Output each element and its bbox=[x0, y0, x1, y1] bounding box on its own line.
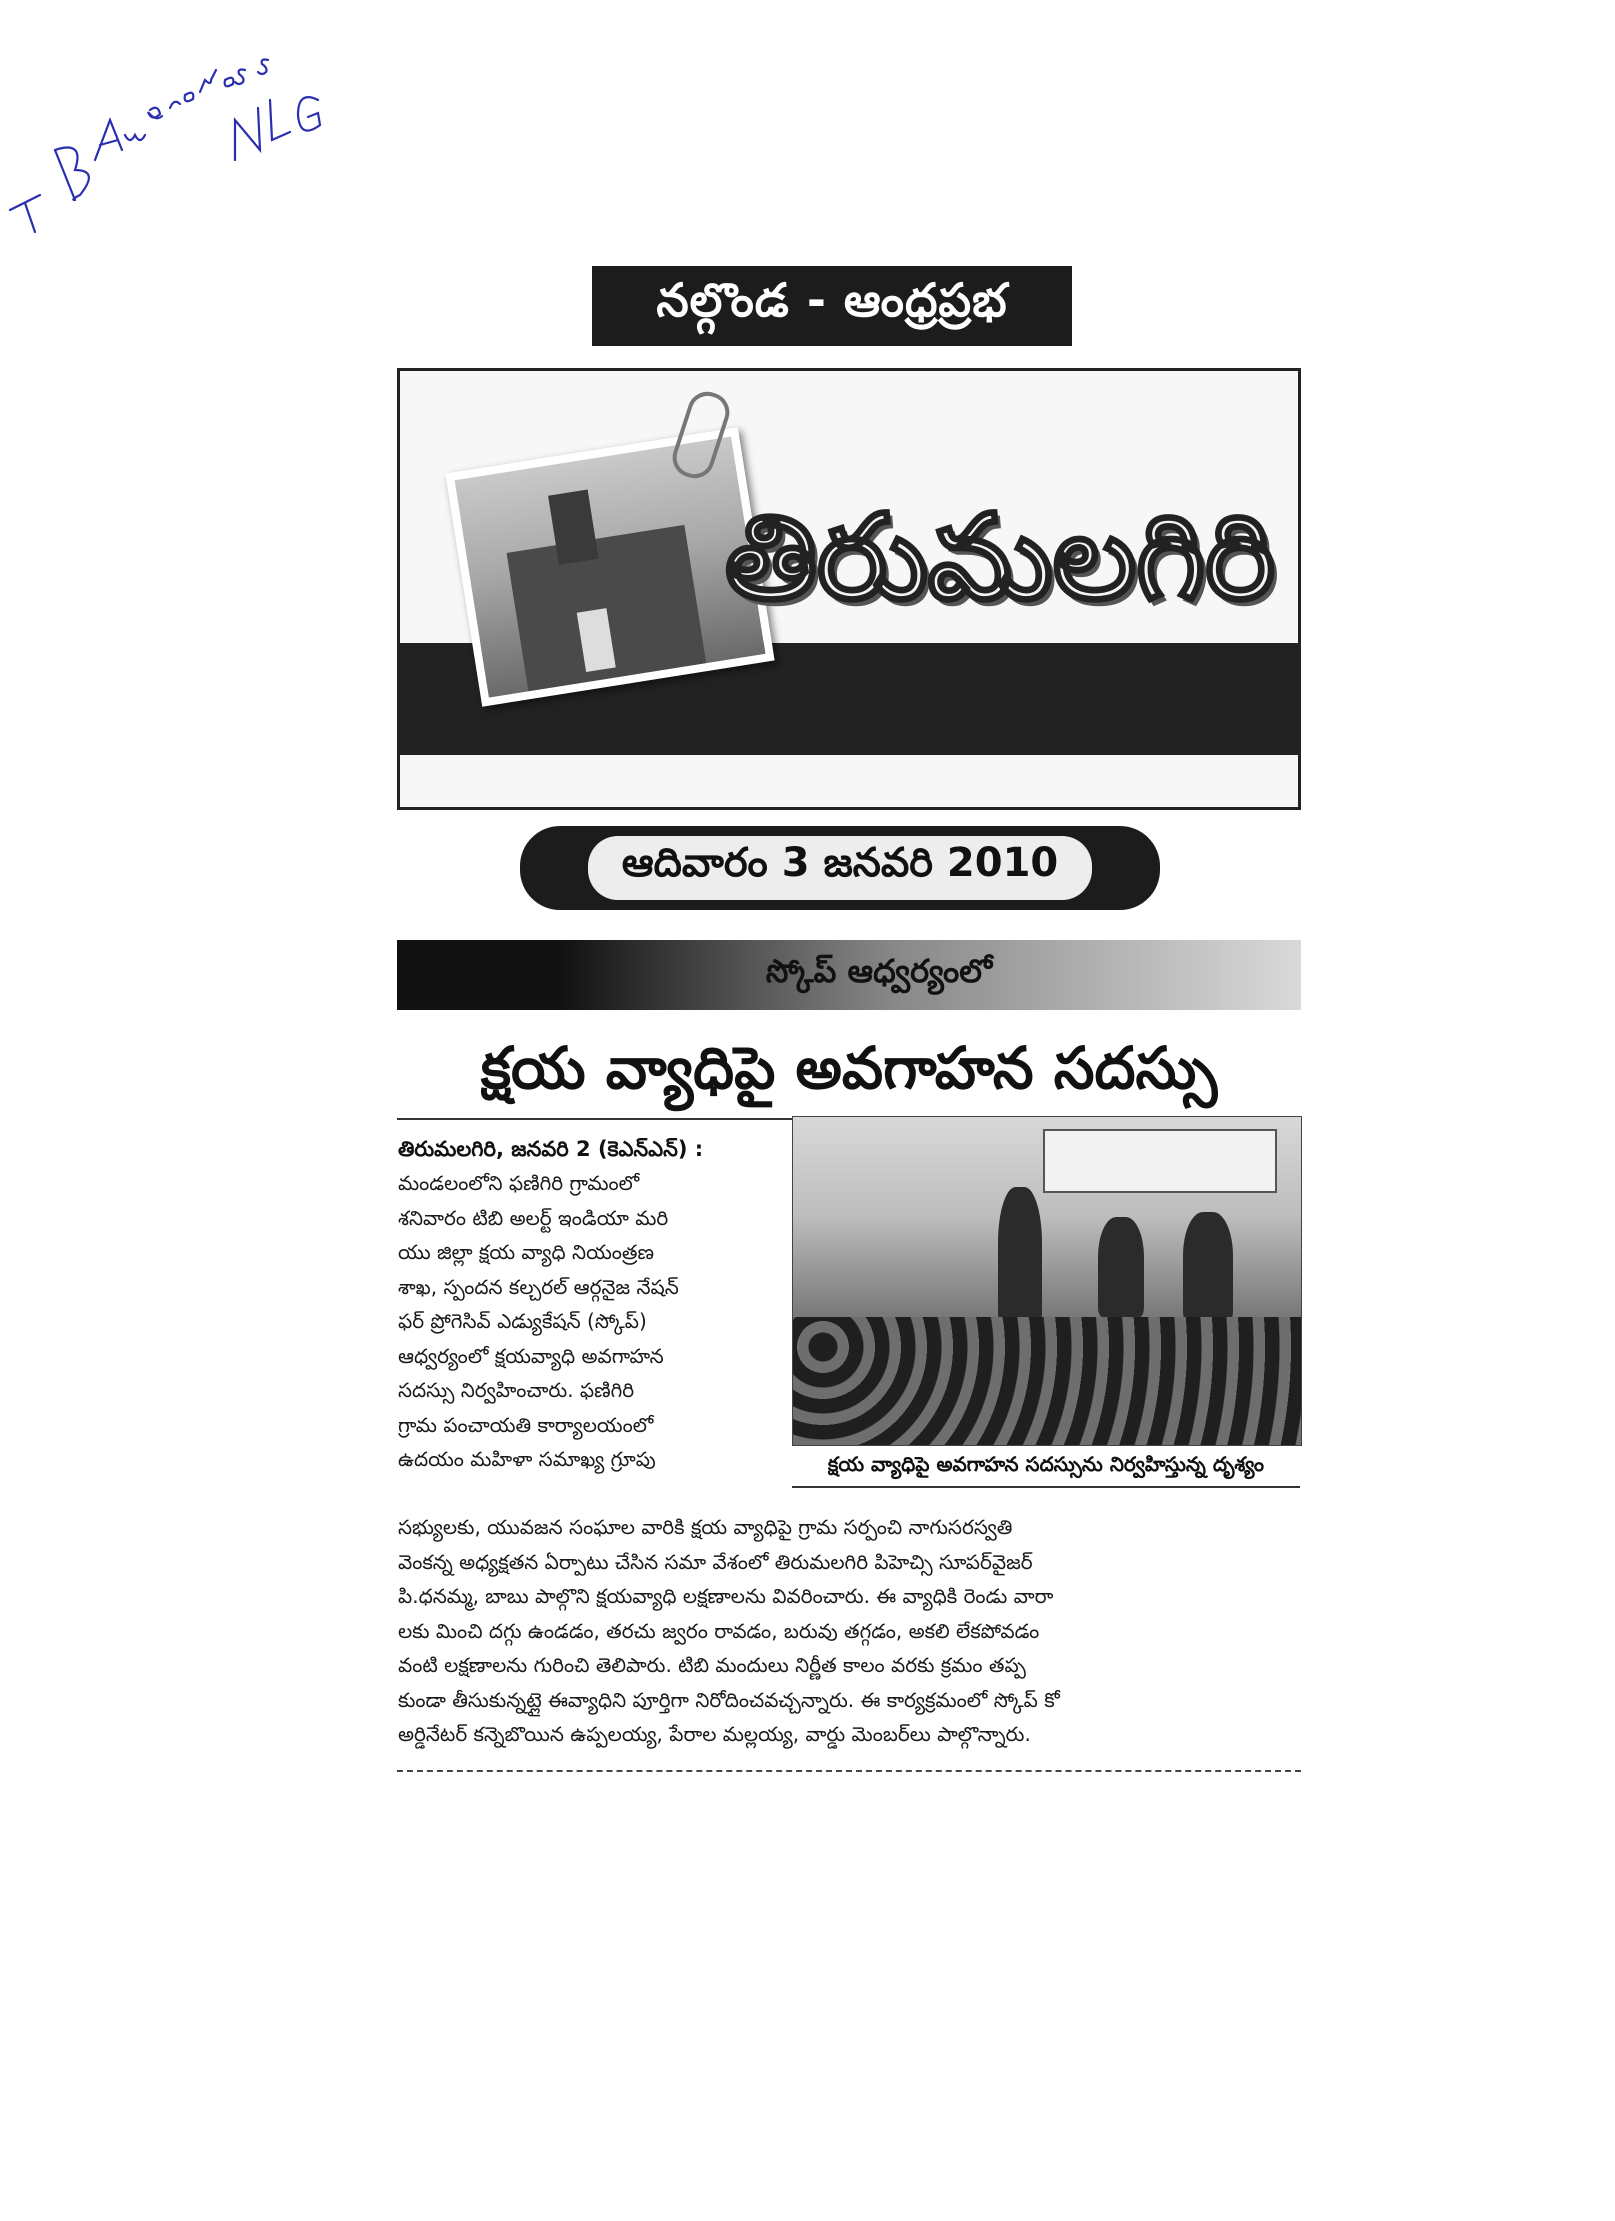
article-dateline: తిరుమలగిరి, జనవరి 2 (కెఎన్ఎన్) : bbox=[398, 1137, 704, 1161]
body-line: వంటి లక్షణాలను గురించి తెలిపారు. టిబి మందులు నిర్ణీత కాలం వరకు క్రమం తప్ప bbox=[398, 1653, 1026, 1677]
article-body-left-column bbox=[398, 1166, 780, 1477]
article-end-rule bbox=[397, 1770, 1301, 1772]
seated-figure bbox=[1183, 1212, 1233, 1322]
newspaper-source-label bbox=[592, 266, 1072, 346]
kicker-text: స్కోప్ ఆధ్వర్యంలో bbox=[765, 952, 993, 990]
article-body-full-width bbox=[398, 1510, 1302, 1752]
seated-figure bbox=[1098, 1217, 1144, 1317]
photo-banner bbox=[1043, 1129, 1277, 1193]
masthead-banner bbox=[397, 368, 1301, 810]
date-text: ఆదివారం 3 జనవరి 2010 bbox=[588, 836, 1093, 900]
body-line: వెంకన్న అధ్యక్షతన ఏర్పాటు చేసిన సమా వేశంలో తిరుమలగిరి పిహెచ్సి సూపర్‌వైజర్ bbox=[398, 1549, 1033, 1574]
date-banner bbox=[520, 826, 1160, 910]
body-line: మండలంలోని ఫణిగిరి గ్రామంలో bbox=[398, 1171, 640, 1195]
body-line: అర్డినేటర్ కన్నెబొయిన ఉప్పలయ్య, పేరాల మల్లయ్య, వార్డు మెంబర్‌లు పాల్గొన్నారు. bbox=[398, 1722, 1031, 1746]
seminar-photo bbox=[792, 1116, 1302, 1446]
body-line: ఫర్ ప్రోగెసివ్ ఎడ్యుకేషన్ (స్కోప్) bbox=[398, 1309, 647, 1333]
body-line: గ్రామ పంచాయతి కార్యాలయంలో bbox=[398, 1412, 654, 1437]
article-headline: క్షయ వ్యాధిపై అవగాహన సదస్సు bbox=[480, 1033, 1218, 1102]
photo-caption: క్షయ వ్యాధిపై అవగాహన సదస్సును నిర్వహిస్తున్న దృశ్యం bbox=[792, 1446, 1300, 1488]
body-line: యు జిల్లా క్షయ వ్యాధి నియంత్రణ bbox=[398, 1240, 655, 1264]
masthead-title: తిరుమలగిరి bbox=[724, 487, 1276, 626]
body-line: కుండా తీసుకున్నట్లై ఈవ్యాధిని పూర్తిగా నిరోదించవచ్చన్నారు. ఈ కార్యక్రమంలో స్కోప్ కో bbox=[398, 1687, 1060, 1712]
handwritten-annotation bbox=[0, 0, 330, 250]
audience-crowd bbox=[793, 1317, 1301, 1445]
body-line: శాఖ, స్పందన కల్చరల్ ఆర్గనైజ నేషన్ bbox=[398, 1274, 679, 1299]
speaker-figure bbox=[998, 1187, 1042, 1327]
body-line: సభ్యులకు, యువజన సంఘాల వారికి క్షయ వ్యాధిపై గ్రామ సర్పంచి నాగుసరస్వతి bbox=[398, 1515, 1013, 1539]
body-line: శనివారం టిబి అలర్ట్ ఇండియా మరి bbox=[398, 1205, 669, 1230]
handwriting-drawing bbox=[0, 0, 330, 250]
body-line: ఉదయం మహిళా సమాఖ్య గ్రూపు bbox=[398, 1447, 656, 1471]
body-line: పి.ధనమ్మ, బాబు పాల్గొని క్షయవ్యాధి లక్షణాలను వివరించారు. ఈ వ్యాధికి రెండు వారా bbox=[398, 1584, 1054, 1608]
body-line: సదస్సు నిర్వహించారు. ఫణిగిరి bbox=[398, 1378, 635, 1402]
kicker-strip bbox=[397, 940, 1301, 1010]
body-line: ఆధ్వర్యంలో క్షయవ్యాధి అవగాహన bbox=[398, 1343, 664, 1368]
body-line: లకు మించి దగ్గు ఉండడం, తరచు జ్వరం రావడం, బరువు తగ్గడం, అకలి లేకపోవడం bbox=[398, 1618, 1040, 1643]
source-text: నల్గొండ - ఆంధ్రప్రభ bbox=[656, 273, 1008, 327]
